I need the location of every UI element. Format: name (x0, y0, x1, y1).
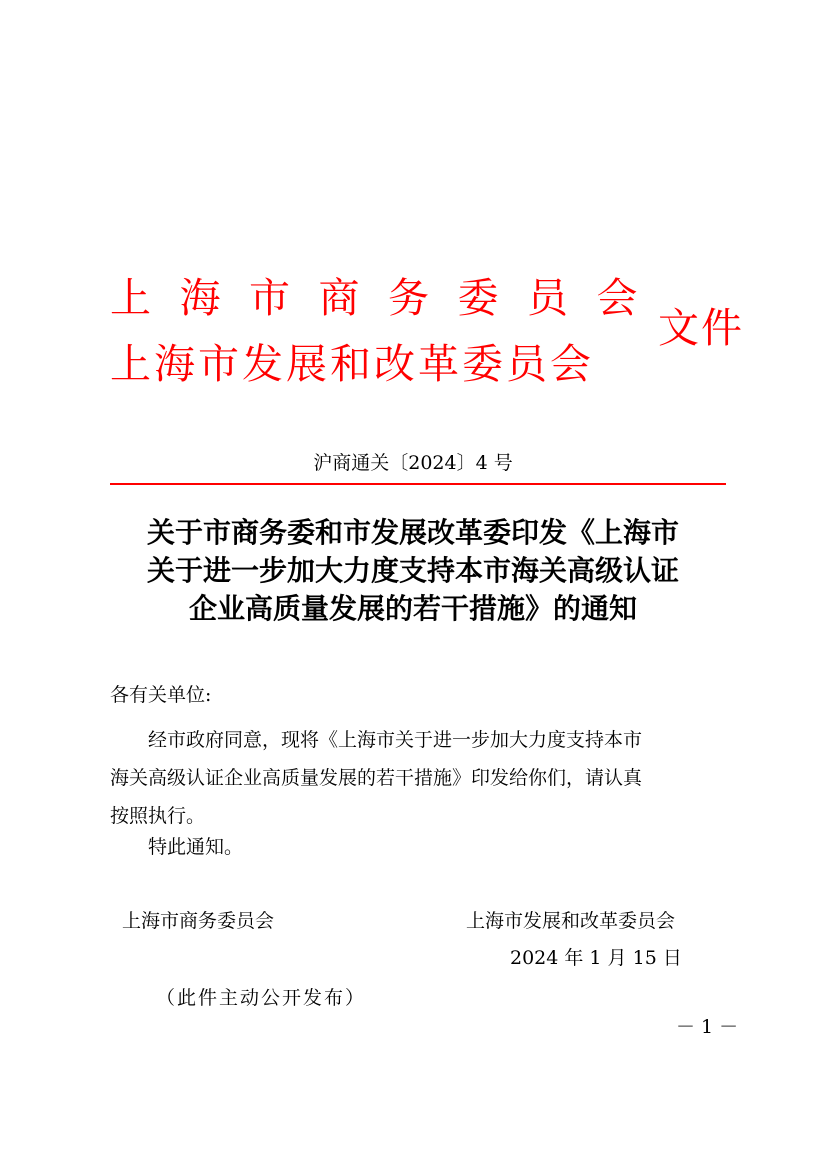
paragraph-line-2: 海关高级认证企业高质量发展的若干措施》印发给你们，请认真 (110, 767, 643, 789)
body-paragraph (110, 721, 726, 835)
title-line-1: 关于市商务委和市发展改革委印发《上海市 (146, 516, 679, 549)
document-title (80, 514, 746, 628)
salutation: 各有关单位: (110, 684, 212, 706)
paragraph-line-3: 按照执行。 (110, 805, 206, 827)
masthead-org-commerce: 上海市商务委员会 (110, 274, 666, 322)
publicity-note: （此件主动公开发布） (156, 987, 367, 1009)
document-number: 沪商通关〔2024〕4 号 (313, 452, 513, 474)
title-line-2: 关于进一步加大力度支持本市海关高级认证 (146, 554, 679, 587)
page-number: － 1 － (676, 1016, 739, 1038)
closing-remark: 特此通知。 (110, 836, 244, 858)
red-divider-line (110, 483, 726, 485)
masthead-org-development: 上海市发展和改革委员会 (110, 340, 594, 388)
paragraph-line-1: 经市政府同意，现将《上海市关于进一步加大力度支持本市 (110, 729, 643, 751)
masthead-document-label: 文件 (658, 304, 744, 352)
issue-date: 2024 年 1 月 15 日 (510, 947, 682, 969)
signature-commerce: 上海市商务委员会 (122, 910, 275, 932)
signature-development: 上海市发展和改革委员会 (466, 910, 676, 932)
title-line-3: 企业高质量发展的若干措施》的通知 (188, 592, 637, 625)
